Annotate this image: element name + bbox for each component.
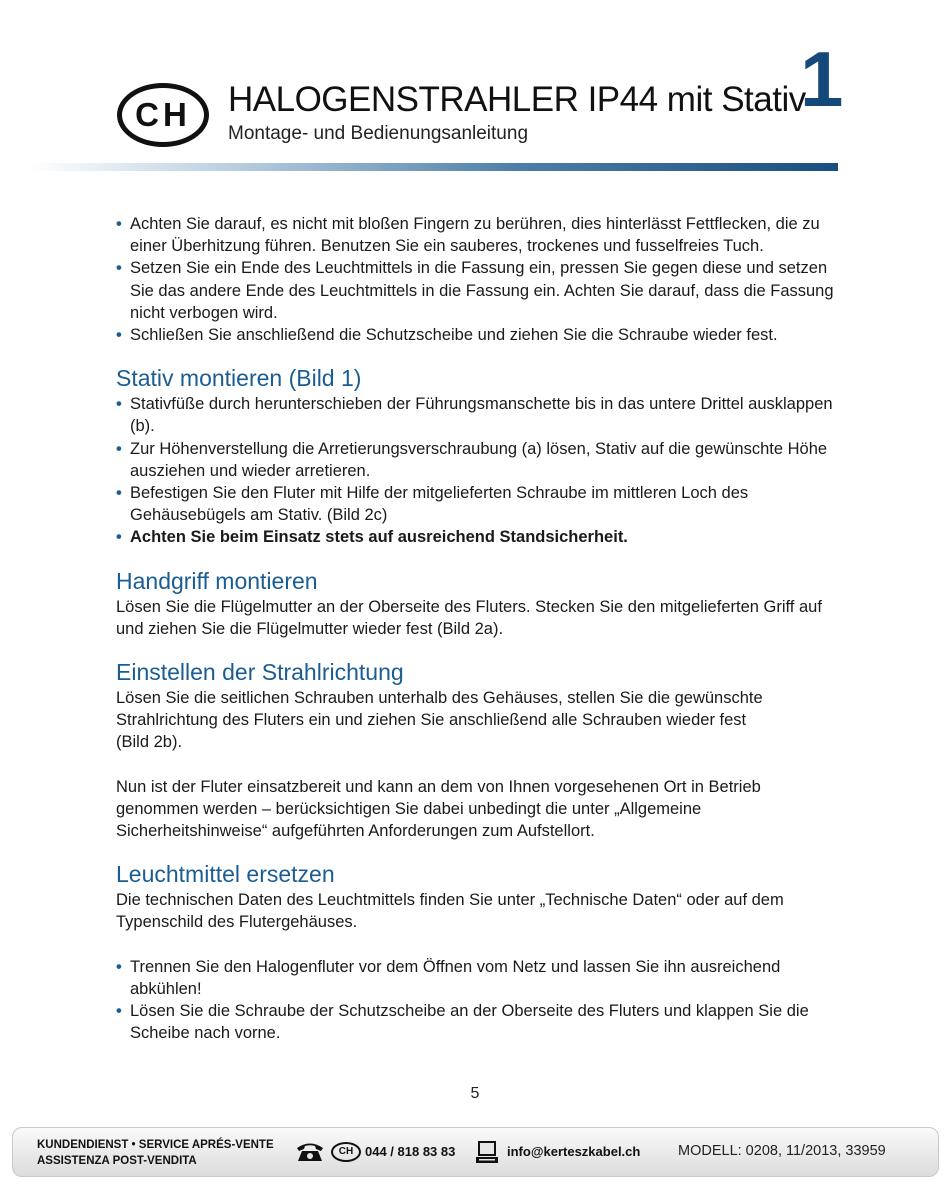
heading-strahlrichtung: Einstellen der Strahlrichtung xyxy=(116,659,404,686)
stativ-bullet-4: • Achten Sie beim Einsatz stets auf ausreichend Standsicherheit. xyxy=(116,526,846,548)
ch-small-logo: CH xyxy=(331,1142,361,1162)
heading-leuchtmittel: Leuchtmittel ersetzen xyxy=(116,861,335,888)
computer-icon xyxy=(475,1140,499,1164)
intro-bullet-3: • Schließen Sie anschließend die Schutzscheibe und ziehen Sie die Schraube wieder fest. xyxy=(116,324,846,346)
strahlrichtung-text-1 xyxy=(116,687,846,754)
leuchtmittel-bullet-2: • Lösen Sie die Schraube der Schutzscheibe an der Oberseite des Fluters und klappen Sie die Scheibe nach vorne. xyxy=(116,1000,846,1044)
page-number: 5 xyxy=(470,1085,480,1102)
strahlrichtung-text-1-main: Lösen Sie die seitlichen Schrauben unterhalb des Gehäuses, stellen Sie die gewünschte Strahlrichtung des Fluters ein und ziehen Sie anschließend alle Schrauben wieder fest xyxy=(116,689,763,730)
leuchtmittel-text: Die technischen Daten des Leuchtmittels finden Sie unter „Technische Daten“ oder auf dem Typenschild des Flutergehäuses. xyxy=(116,891,784,932)
ch-logo xyxy=(117,83,209,147)
heading-handgriff: Handgriff montieren xyxy=(116,567,318,594)
footer-bar xyxy=(12,1127,939,1177)
handgriff-text: Lösen Sie die Flügelmutter an der Oberseite des Fluters. Stecken Sie den mitgelieferten Griff auf und ziehen Sie die Flügelmutter wieder fest (Bild 2a). xyxy=(116,597,822,638)
stativ-bullet-3: • Befestigen Sie den Fluter mit Hilfe der mitgelieferten Schraube im mittleren Loch des Gehäusebügels am Stativ. (Bild 2c) xyxy=(116,482,846,526)
document-subtitle: Montage- und Bedienungsanleitung xyxy=(228,123,529,144)
ch-logo-text: CH xyxy=(135,96,191,133)
strahlrichtung-text-2: Nun ist der Fluter einsatzbereit und kann an dem von Ihnen vorgesehenen Ort in Betrieb genommen werden – berücksichtigen Sie dabei unbedingt die unter „Allgemeine Sicherheitshinweise“ aufgeführten Anforderungen zum Aufstellort. xyxy=(116,777,761,841)
heading-stativ: Stativ montieren (Bild 1) xyxy=(116,365,362,392)
footer-phone: 044 / 818 83 83 xyxy=(365,1144,456,1159)
footer-email: info@kerteszkabel.ch xyxy=(507,1144,641,1159)
footer-service-line-1: KUNDENDIENST • SERVICE APRÉS-VENTE xyxy=(37,1139,274,1151)
intro-bullet-1: • Achten Sie darauf, es nicht mit bloßen Fingern zu berühren, dies hinterlässt Fettflecken, die zu einer Überhitzung führen. Benutzen Sie ein sauberes, trockenes und fusselfreies Tuch. xyxy=(116,213,846,257)
footer-service-text xyxy=(37,1137,274,1169)
stativ-bullet-2: • Zur Höhenverstellung die Arretierungsverschraubung (a) lösen, Stativ auf die gewünschte Höhe ausziehen und wieder arretieren. xyxy=(116,438,846,482)
leuchtmittel-bullet-1: • Trennen Sie den Halogenfluter vor dem Öffnen vom Netz und lassen Sie ihn ausreichend abkühlen! xyxy=(116,956,846,1000)
intro-bullet-2: • Setzen Sie ein Ende des Leuchtmittels in die Fassung ein, pressen Sie gegen diese und setzen Sie das andere Ende des Leuchtmittels in die Fassung ein. Achten Sie darauf, dass die Fassung nicht verbogen wird. xyxy=(116,257,846,324)
document-title: HALOGENSTRAHLER IP44 mit Stativ xyxy=(228,80,806,119)
telephone-icon xyxy=(295,1141,325,1163)
strahlrichtung-text-1-end: (Bild 2b). xyxy=(116,733,183,752)
figure-number: 1 xyxy=(800,35,844,123)
footer-service-line-2: ASSISTENZA POST-VENDITA xyxy=(37,1155,197,1167)
header-gradient-bar xyxy=(30,163,838,171)
footer-model: MODELL: 0208, 11/2013, 33959 xyxy=(678,1143,886,1159)
stativ-bullet-1: • Stativfüße durch herunterschieben der Führungsmanschette bis in das untere Drittel ausklappen (b). xyxy=(116,393,846,437)
page-content xyxy=(116,213,846,1044)
